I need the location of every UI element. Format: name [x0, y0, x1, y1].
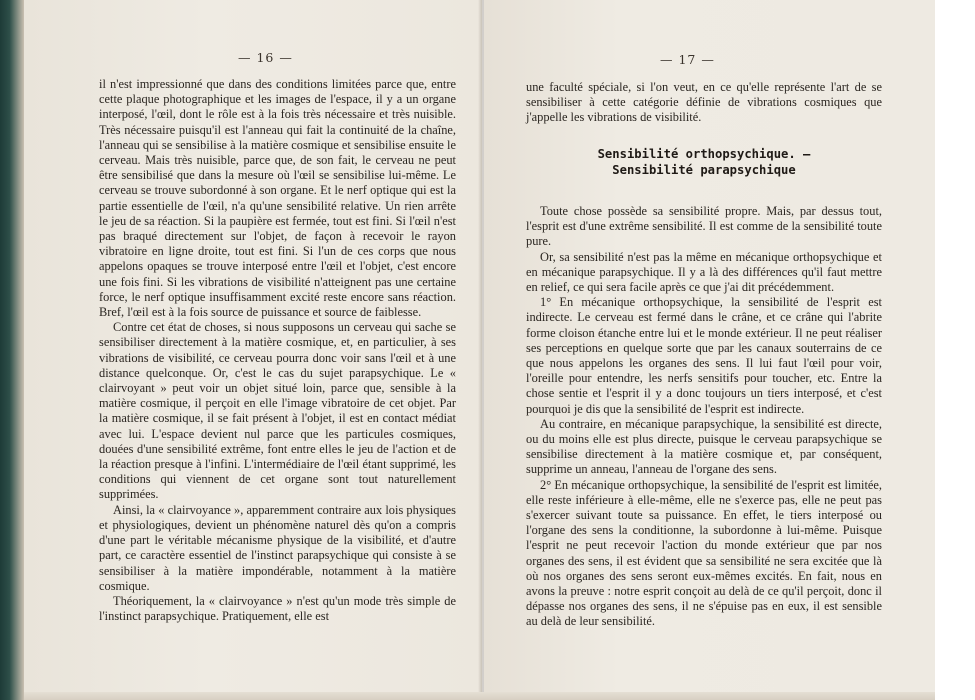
book-edge: [0, 0, 24, 700]
page-number-left: — 16 —: [238, 50, 293, 65]
page-number-right: — 17 —: [660, 52, 715, 67]
right-page-intro: [526, 80, 882, 126]
section-heading: [526, 146, 882, 178]
paragraph: Or, sa sensibilité n'est pas la même en mécanique orthopsychique et en mécanique parapsychique. Il y a là des différences qu'il faut mettre en relief, ce qui sera facile après ce que j'ai dit précédemment.: [526, 249, 882, 295]
left-page-text: [99, 77, 456, 624]
paragraph: Toute chose possède sa sensibilité propre. Mais, par dessus tout, l'esprit est d'une extrême sensibilité. Il est comme de la sensibilité toute pure.: [526, 204, 882, 249]
paragraph: Théoriquement, la « clairvoyance » n'est qu'un mode très simple de l'instinct parapsychique. Pratiquement, elle est: [99, 593, 456, 624]
paragraph: Ainsi, la « clairvoyance », apparemment contraire aux lois physiques et physiologiques, devient un phénomène naturel dès qu'on a compris d'une part le véritable mécanisme physique de la visibilité, et d'autre part, ce caractère essentiel de l'instinct parapsychique qui consiste à se sensibiliser à la matière impondérable, notamment à la matière cosmique.: [99, 502, 456, 593]
paragraph: 2° En mécanique orthopsychique, la sensibilité de l'esprit est limitée, elle reste inférieure à elle-même, elle ne s'exerce pas, elle ne peut pas s'exercer suivant toute sa puissance. En effet, le tiers interposé ou l'organe des sens la conditionne, la subordonne à lui-même. Puisque l'esprit ne peut recevoir l'action du monde extérieur que par nos organes des sens, il est évident que sa sensibilité ne sera excitée que là où nos organes des sens seront eux-mêmes excités. En fait, nous en avons la preuve : notre esprit conçoit au delà de ce qu'il perçoit, donc il dépasse nos organes des sens, il ne s'épuise pas en eux, il est sensible au delà de leur sensibilité.: [526, 477, 882, 629]
paragraph: 1° En mécanique orthopsychique, la sensibilité de l'esprit est indirecte. Le cerveau est fermé dans le crâne, et ce crâne qui l'abrite forme cloison étanche entre lui et le monde extérieur. Il ne peut réaliser ses perceptions en quelque sorte que par les canaux souterrains de ce que nous appelons les organes des sens. Il lui faut l'œil pour voir, l'oreille pour entendre, les nerfs sensitifs pour toucher, etc. Entre la chose sentie et l'esprit il y a donc toujours un tiers interposé, et c'est pourquoi je dis que la sensibilité de l'esprit est indirecte.: [526, 295, 882, 416]
paragraph: Contre cet état de choses, si nous supposons un cerveau qui sache se sensibiliser directement à la matière cosmique, et, en particulier, à ses vibrations de visibilité, ce cerveau pourra donc voir sans l'œil et à une distance quelconque. Or, c'est le cas du sujet parapsychique. Le « clairvoyant » peut voir un objet situé loin, parce que, sensible à la matière cosmique, il perçoit en elle l'image vibratoire de cet objet. Par la matière cosmique, il se fait présent à l'objet, il est en contact médiat avec lui. L'espace devient nul parce que les particules cosmiques, douées d'une sensibilité extrême, font entre elles le jeu de l'action et de la réaction presque à l'infini. L'intermédiaire de l'œil étant supprimé, les conditions qui viennent de cet organe sont tout naturellement supprimées.: [99, 320, 456, 502]
page-bottom-edge: [24, 692, 935, 700]
right-page-text: [526, 204, 882, 630]
section-heading-line1: Sensibilité orthopsychique. —: [597, 147, 811, 161]
left-page: [24, 0, 482, 700]
paragraph: une faculté spéciale, si l'on veut, en ce qu'elle représente l'art de se sensibiliser à cette catégorie définie de vibrations cosmiques que j'appelle les vibrations de visibilité.: [526, 80, 882, 125]
right-page: [484, 0, 935, 700]
paragraph: Au contraire, en mécanique parapsychique, la sensibilité est directe, ou du moins elle est plus directe, puisque le cerveau parapsychique se sensibilise directement à la matière cosmique et, par conséquent, supprime un anneau, l'anneau de l'organe des sens.: [526, 416, 882, 477]
background-margin: [935, 0, 975, 700]
section-heading-line2: Sensibilité parapsychique: [612, 163, 796, 177]
paragraph: il n'est impressionné que dans des conditions limitées parce que, entre cette plaque photographique et les images de l'espace, il y a un organe interposé, l'œil, dont le rôle est à la fois très nécessaire et très nuisible. Très nécessaire puisqu'il est l'anneau qui fait la continuité de la chaîne, l'anneau qui se sensibilise à la matière cosmique et sensibilise ensuite le cerveau. Mais très nuisible, parce que, de son fait, le cerveau ne peut être sensibilisé que dans la mesure où l'œil se sensibilise lui-même. Le cerveau se trouve subordonné à son organe. Et le nerf optique qui est la partie essentielle de l'œil, n'a qu'une sensibilité relative. Un rien arrête le jeu de sa réaction. Si la paupière est fermée, tout est fini. Si l'œil n'est pas braqué directement sur l'objet, de façon à recevoir le rayon vibratoire en ligne droite, tout est fini. Si l'un de ces corps que nous appelons opaques se trouve interposé entre l'œil et l'objet, c'est encore une fois fini. Si les vibrations de visibilité n'atteignent pas une certaine force, le nerf optique insuffisamment excité reste encore sans réaction. Bref, l'œil est à la fois source de puissance et source de faiblesse.: [99, 77, 456, 320]
